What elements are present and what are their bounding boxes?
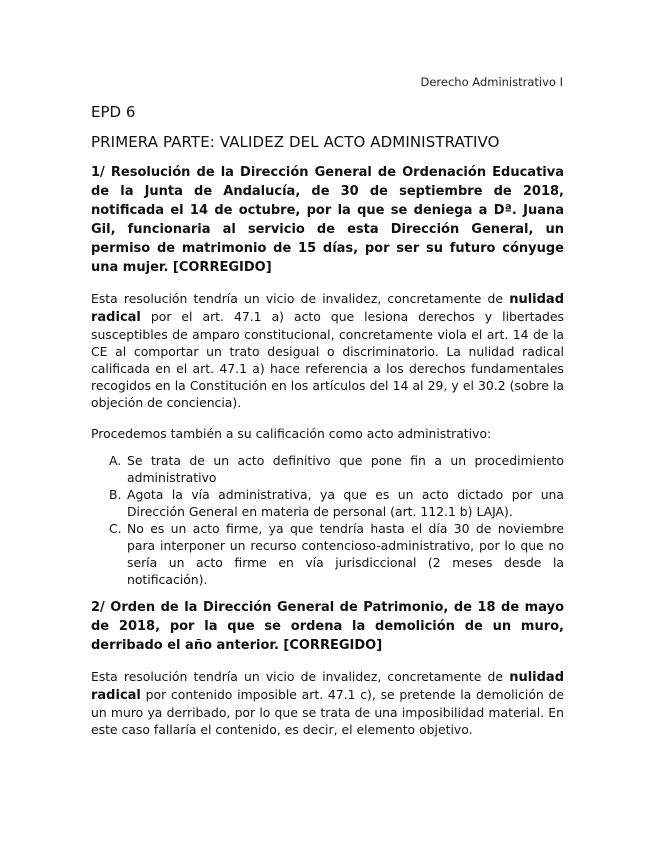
answer-2 xyxy=(91,668,564,738)
answer-1-emphasis: nulidad radical xyxy=(91,292,564,325)
answer-2-pre: Esta resolución tendría un vicio de invalidez, concretamente de xyxy=(91,669,510,684)
document-title: EPD 6 xyxy=(91,103,136,121)
answer-2-emphasis: nulidad radical xyxy=(91,670,564,703)
question-2: 2/ Orden de la Dirección General de Patrimonio, de 18 de mayo de 2018, por la que se ordena la demolición de un muro, derribado el año anterior. [CORREGIDO] xyxy=(91,600,564,653)
list-item-text: Se trata de un acto definitivo que pone fin a un procedimiento administrativo xyxy=(127,453,564,485)
answer-1-pre: Esta resolución tendría un vicio de invalidez, concretamente de xyxy=(91,291,510,306)
calification-list xyxy=(91,452,564,588)
list-item-text: Agota la vía administrativa, ya que es un acto dictado por una Dirección General en materia de personal (art. 112.1 b) LAJA). xyxy=(127,487,564,519)
part-heading: PRIMERA PARTE: VALIDEZ DEL ACTO ADMINISTRATIVO xyxy=(91,133,500,151)
list-marker: B. xyxy=(109,487,122,502)
list-item xyxy=(91,520,564,588)
answer-1 xyxy=(91,290,564,411)
answer-2-post: por contenido imposible art. 47.1 c), se pretende la demolición de un muro ya derribado, por lo que se trata de una imposibilidad material. En este caso fallaría el contenido, es decir, el elemento objetivo. xyxy=(91,687,564,737)
list-marker: C. xyxy=(109,521,122,536)
question-1: 1/ Resolución de la Dirección General de Ordenación Educativa de la Junta de Andalucía, de 30 de septiembre de 2018, notificada el 14 de octubre, por la que se deniega a Dª. Juana Gil, funcionaria al servicio de esta Dirección General, un permiso de matrimonio de 15 días, por ser su futuro cónyuge una mujer. [CORREGIDO] xyxy=(91,165,564,275)
list-marker: A. xyxy=(109,453,122,468)
list-item-text: No es un acto firme, ya que tendría hasta el día 30 de noviembre para interponer un recurso contencioso-administrativo, por lo que no sería un acto firme en vía jurisdiccional (2 meses desde la notificación). xyxy=(127,521,564,587)
calification-intro: Procedemos también a su calificación como acto administrativo: xyxy=(91,426,492,441)
answer-1-post: por el art. 47.1 a) acto que lesiona derechos y libertades susceptibles de amparo constitucional, concretamente viola el art. 14 de la CE al comportar un trato desigual o discriminatorio. La nulidad radical calificada en el art. 47.1 a) hace referencia a los derechos fundamentales recogidos en la Constitución en los artículos del 14 al 29, y el 30.2 (sobre la objeción de conciencia). xyxy=(91,309,564,410)
page-header-course: Derecho Administrativo I xyxy=(420,75,563,89)
list-item xyxy=(91,486,564,520)
document-body xyxy=(91,163,564,752)
list-item xyxy=(91,452,564,486)
